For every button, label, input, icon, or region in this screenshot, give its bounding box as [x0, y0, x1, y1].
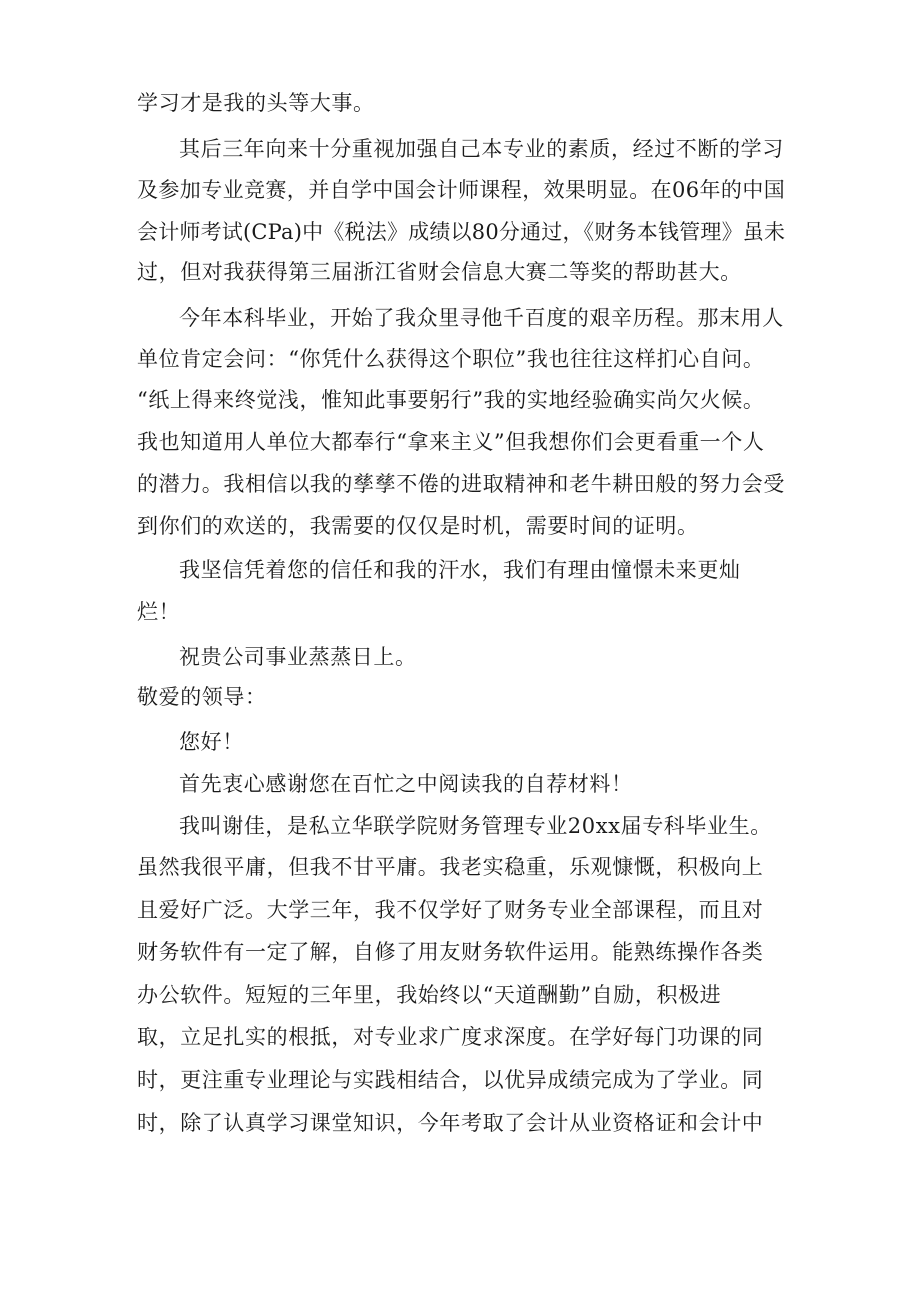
text-line: 单位肯定会问：“你凭什么获得这个职位”我也往往这样扪心自问。	[137, 347, 765, 371]
text-line: 虽然我很平庸，但我不甘平庸。我老实稳重，乐观慷慨，积极向上	[137, 855, 764, 879]
text-line: 学习才是我的头等大事。	[137, 91, 375, 115]
text-line: 过，但对我获得第三届浙江省财会信息大赛二等奖的帮助甚大。	[137, 260, 742, 284]
paragraph-start: 其后三年向来十分重视加强自己本专业的素质，经过不断的学习	[179, 137, 784, 161]
paragraph-start: 今年本科毕业，开始了我众里寻他千百度的艰辛历程。那末用人	[179, 306, 784, 330]
text-line: 时，更注重专业理论与实践相结合，以优异成绩完成为了学业。同	[137, 1068, 764, 1092]
text-line: 会计师考试(CPa)中《税法》成绩以80分通过，《财务本钱管理》虽未	[137, 220, 786, 244]
paragraph-start: 首先衷心感谢您在百忙之中阅读我的自荐材料！	[179, 772, 633, 796]
greeting: 您好！	[179, 730, 244, 754]
paragraph-start: 我坚信凭着您的信任和我的汗水，我们有理由憧憬未来更灿	[179, 558, 741, 582]
text-line: 及参加专业竞赛，并自学中国会计师课程，效果明显。在06年的中国	[137, 178, 786, 202]
text-line: 时，除了认真学习课堂知识，今年考取了会计从业资格证和会计中	[137, 1111, 764, 1135]
salutation: 敬爱的领导：	[137, 685, 267, 709]
closing-wish: 祝贵公司事业蒸蒸日上。	[179, 645, 417, 669]
text-line: 我也知道用人单位大都奉行“拿来主义”但我想你们会更看重一个人	[137, 430, 765, 454]
text-line: “纸上得来终觉浅，惟知此事要躬行”我的实地经验确实尚欠火候。	[137, 388, 765, 412]
text-line: 办公软件。短短的三年里，我始终以“天道酬勤”自励，积极进	[137, 983, 722, 1007]
text-line: 财务软件有一定了解，自修了用友财务软件运用。能熟练操作各类	[137, 940, 764, 964]
text-line: 且爱好广泛。大学三年，我不仅学好了财务专业全部课程，而且对	[137, 898, 764, 922]
paragraph-start: 我叫谢佳，是私立华联学院财务管理专业20xx届专科毕业生。	[179, 814, 772, 838]
text-line: 烂！	[137, 600, 181, 624]
text-line: 的潜力。我相信以我的孳孳不倦的进取精神和老牛耕田般的努力会受	[137, 472, 785, 496]
text-line: 到你们的欢送的，我需要的仅仅是时机，需要时间的证明。	[137, 514, 699, 538]
text-line: 取，立足扎实的根抵，对专业求广度求深度。在学好每门功课的同	[137, 1025, 764, 1049]
